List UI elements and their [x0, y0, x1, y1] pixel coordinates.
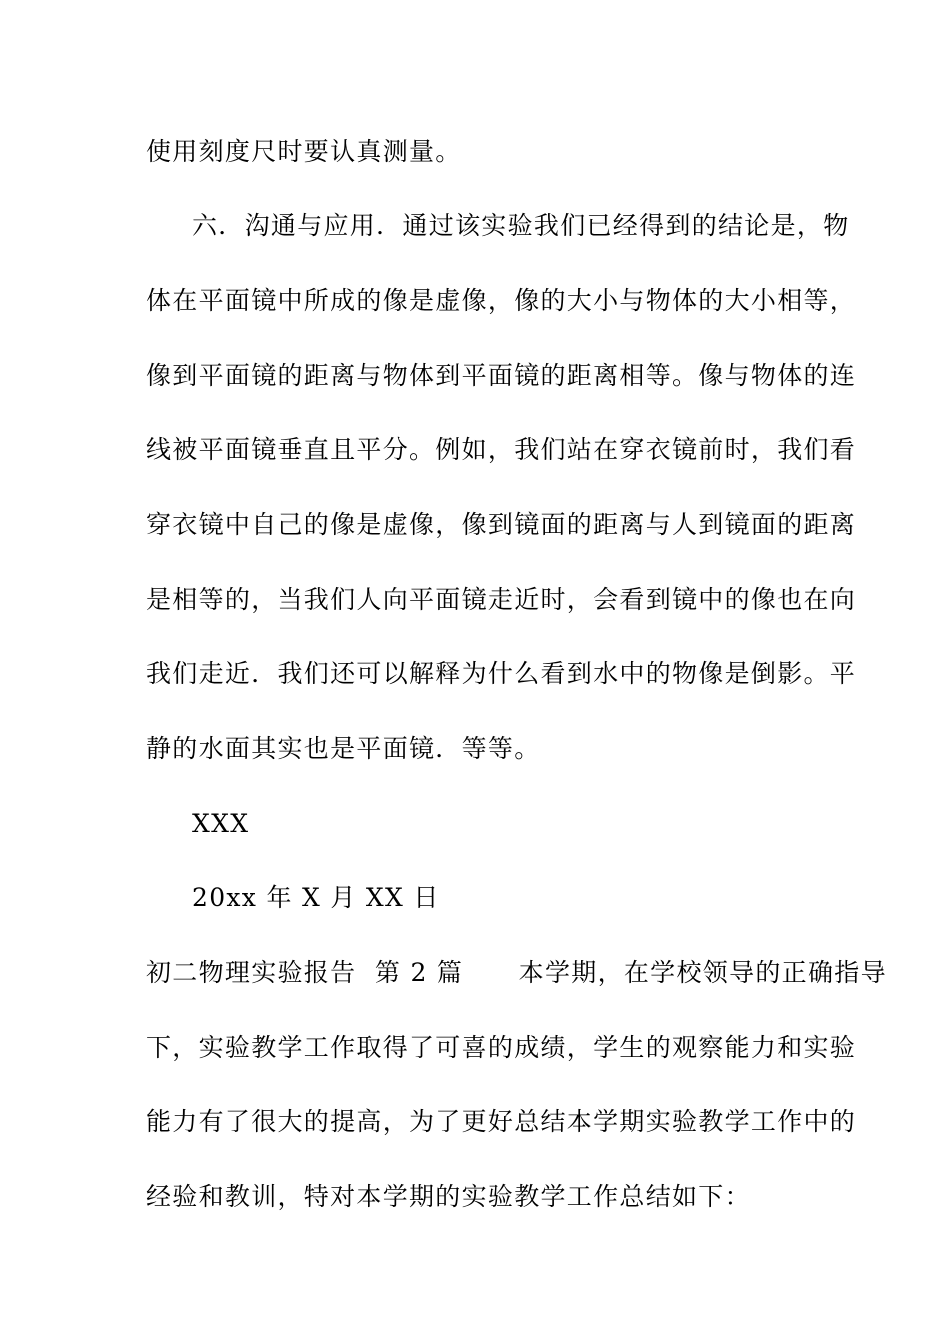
paragraph-line: 像到平面镜的距离与物体到平面镜的距离相等。像与物体的连: [146, 361, 857, 390]
paragraph-line: 能力有了很大的提高，为了更好总结本学期实验教学工作中的: [146, 1107, 857, 1136]
paragraph-line: 我们走近．我们还可以解释为什么看到水中的物像是倒影。平: [146, 659, 857, 688]
paragraph-line: 穿衣镜中自己的像是虚像，像到镜面的距离与人到镜面的距离: [146, 510, 857, 539]
paragraph-line: 六．沟通与应用．通过该实验我们已经得到的结论是，物: [192, 211, 850, 240]
paragraph-line: 体在平面镜中所成的像是虚像，像的大小与物体的大小相等，: [146, 286, 857, 315]
paragraph-line: 是相等的，当我们人向平面镜走近时，会看到镜中的像也在向: [146, 585, 857, 614]
paragraph-line: 下，实验教学工作取得了可喜的成绩，学生的观察能力和实验: [146, 1033, 857, 1062]
paragraph-line: 经验和教训，特对本学期的实验教学工作总结如下：: [146, 1182, 751, 1211]
signature-name: XXX: [192, 809, 250, 838]
section-heading-line: 初二物理实验报告 第 2 篇 本学期，在学校领导的正确指导: [146, 958, 887, 987]
paragraph-line: 线被平面镜垂直且平分。例如，我们站在穿衣镜前时，我们看: [146, 435, 857, 464]
paragraph-line: 静的水面其实也是平面镜．等等。: [146, 734, 541, 763]
signature-date: 20xx 年 X 月 XX 日: [192, 883, 440, 912]
paragraph-line: 使用刻度尺时要认真测量。: [146, 137, 462, 166]
